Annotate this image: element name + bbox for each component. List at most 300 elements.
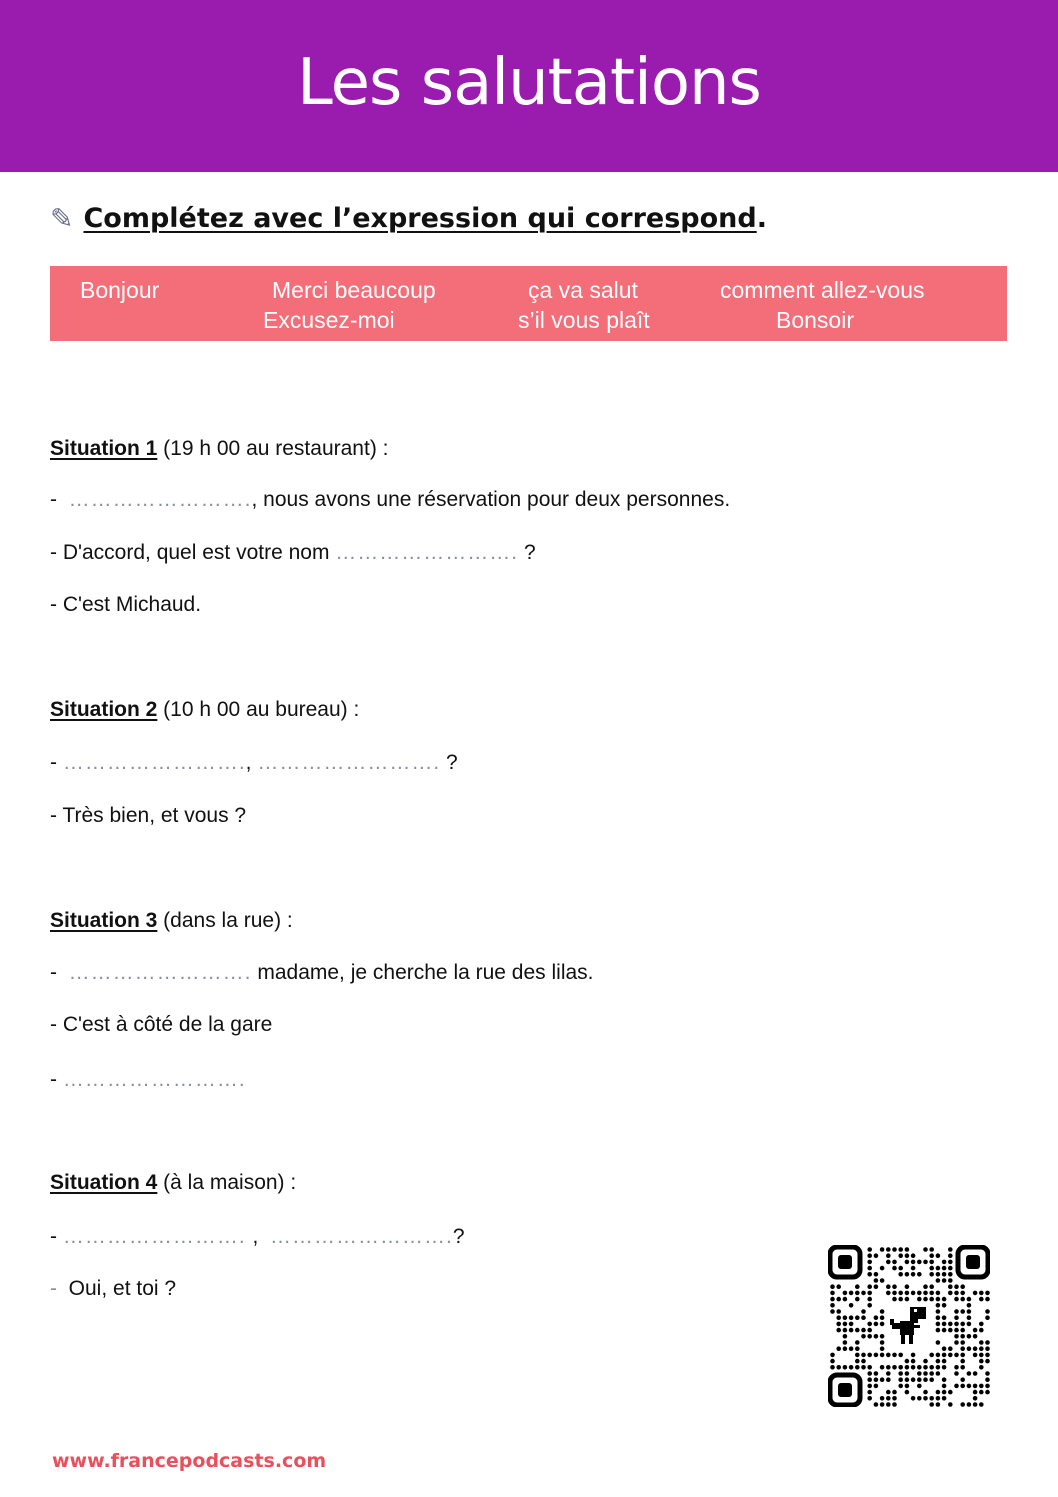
qr-module [886, 1365, 891, 1370]
qr-module [985, 1377, 990, 1382]
qr-module [905, 1247, 910, 1252]
qr-module [898, 1272, 903, 1277]
qr-module [979, 1322, 984, 1327]
blank-field[interactable]: ……………………. [270, 1225, 453, 1248]
qr-module [867, 1291, 872, 1296]
qr-module [874, 1315, 879, 1320]
qr-module [855, 1359, 860, 1364]
qr-module [929, 1353, 934, 1358]
qr-module [849, 1322, 854, 1327]
qr-module [905, 1260, 910, 1265]
qr-module [867, 1303, 872, 1308]
qr-module [855, 1284, 860, 1289]
situation-3-title [50, 909, 293, 933]
qr-module [954, 1340, 959, 1345]
qr-module [929, 1365, 934, 1370]
qr-module [911, 1359, 916, 1364]
qr-module [929, 1402, 934, 1407]
qr-module [855, 1353, 860, 1358]
qr-module [942, 1303, 947, 1308]
qr-module [898, 1365, 903, 1370]
qr-module [960, 1346, 965, 1351]
dialogue-line [50, 488, 730, 512]
qr-module [960, 1309, 965, 1314]
qr-module [880, 1309, 885, 1314]
qr-module [905, 1272, 910, 1277]
qr-module [979, 1390, 984, 1395]
dinosaur-icon [886, 1303, 932, 1349]
instruction [50, 198, 767, 238]
qr-module [973, 1402, 978, 1407]
qr-module [973, 1396, 978, 1401]
qr-code-icon[interactable] [828, 1245, 990, 1407]
blank-field[interactable]: ……………………. [257, 751, 441, 774]
qr-module [867, 1396, 872, 1401]
blank-field[interactable]: ……………………. [335, 541, 519, 564]
qr-module [960, 1384, 965, 1389]
qr-module [985, 1340, 990, 1345]
qr-module [967, 1384, 972, 1389]
qr-module [954, 1328, 959, 1333]
dialogue-line [50, 1013, 272, 1037]
instruction-period: . [756, 202, 767, 234]
qr-module [923, 1390, 928, 1395]
qr-module [880, 1353, 885, 1358]
qr-module [861, 1365, 866, 1370]
situation-1-title [50, 437, 388, 461]
qr-module [942, 1266, 947, 1271]
qr-module [911, 1253, 916, 1258]
qr-module [936, 1390, 941, 1395]
qr-module [917, 1260, 922, 1265]
qr-module [929, 1247, 934, 1252]
qr-module [929, 1272, 934, 1277]
qr-module [892, 1260, 897, 1265]
qr-module [942, 1390, 947, 1395]
qr-module [867, 1384, 872, 1389]
qr-module [898, 1371, 903, 1376]
qr-module [911, 1260, 916, 1265]
qr-module [843, 1291, 848, 1296]
qr-module [917, 1371, 922, 1376]
qr-module [942, 1315, 947, 1320]
qr-module [880, 1340, 885, 1345]
qr-module [973, 1353, 978, 1358]
qr-module [892, 1390, 897, 1395]
qr-module [880, 1365, 885, 1370]
situation-2-title [50, 698, 359, 722]
qr-module [942, 1359, 947, 1364]
line-prefix: - [50, 961, 69, 984]
qr-module [960, 1291, 965, 1296]
qr-module [948, 1253, 953, 1258]
qr-module [849, 1346, 854, 1351]
qr-module [942, 1377, 947, 1382]
qr-module [905, 1365, 910, 1370]
qr-module [867, 1247, 872, 1252]
qr-module [936, 1253, 941, 1258]
situation-context: (à la maison) : [157, 1171, 297, 1194]
qr-module [867, 1353, 872, 1358]
qr-module [973, 1390, 978, 1395]
qr-module [905, 1253, 910, 1258]
qr-module [985, 1309, 990, 1314]
qr-module [923, 1359, 928, 1364]
dialogue-line [50, 541, 536, 565]
qr-module [936, 1365, 941, 1370]
qr-module [843, 1365, 848, 1370]
qr-module [855, 1340, 860, 1345]
qr-module [985, 1384, 990, 1389]
qr-module [960, 1377, 965, 1382]
qr-module [880, 1266, 885, 1271]
qr-module [849, 1315, 854, 1320]
qr-module [973, 1346, 978, 1351]
qr-module [942, 1384, 947, 1389]
line-text: Oui, et toi ? [57, 1277, 177, 1300]
qr-module [867, 1284, 872, 1289]
qr-module [880, 1377, 885, 1382]
qr-module [948, 1266, 953, 1271]
qr-module [911, 1266, 916, 1271]
qr-module [917, 1396, 922, 1401]
page-title: Les salutations [297, 46, 761, 120]
qr-module [911, 1377, 916, 1382]
qr-module [849, 1303, 854, 1308]
word-bank-item: Bonsoir [776, 307, 854, 333]
qr-module [985, 1291, 990, 1296]
qr-module [886, 1247, 891, 1252]
qr-module [867, 1322, 872, 1327]
qr-module [849, 1328, 854, 1333]
qr-module [861, 1353, 866, 1358]
qr-module [923, 1377, 928, 1382]
qr-module [830, 1284, 835, 1289]
situation-label: Situation 3 [50, 909, 158, 932]
qr-module [886, 1291, 891, 1296]
line-prefix: - [50, 1225, 63, 1248]
qr-module [942, 1396, 947, 1401]
qr-module [960, 1297, 965, 1302]
line-dash: - [50, 1277, 57, 1300]
blank-field[interactable]: ……………………. [62, 751, 246, 774]
dialogue-line [50, 593, 201, 617]
qr-module [861, 1328, 866, 1333]
qr-module [855, 1365, 860, 1370]
qr-module [880, 1322, 885, 1327]
qr-module [874, 1334, 879, 1339]
page-header [0, 0, 1058, 172]
qr-module [929, 1377, 934, 1382]
situation-4-title [50, 1171, 296, 1195]
qr-module [836, 1315, 841, 1320]
qr-module [867, 1334, 872, 1339]
line-text: - Très bien, et vous ? [50, 804, 247, 827]
qr-module [948, 1353, 953, 1358]
line-text: ? [440, 751, 458, 774]
qr-module [948, 1346, 953, 1351]
qr-module [843, 1340, 848, 1345]
qr-module [954, 1322, 959, 1327]
qr-module [923, 1260, 928, 1265]
qr-module [892, 1402, 897, 1407]
qr-module [979, 1402, 984, 1407]
qr-module [954, 1297, 959, 1302]
qr-module [973, 1334, 978, 1339]
word-bank-item: Excusez-moi [263, 307, 395, 333]
qr-module [936, 1322, 941, 1327]
qr-module [874, 1384, 879, 1389]
qr-module [836, 1309, 841, 1314]
line-prefix: - [50, 1068, 63, 1091]
qr-module [905, 1284, 910, 1289]
qr-module [960, 1365, 965, 1370]
qr-module [954, 1291, 959, 1296]
word-bank-item: ça va salut [528, 277, 638, 303]
word-bank-item: comment allez-vous [720, 277, 925, 303]
qr-module [861, 1315, 866, 1320]
qr-module [985, 1359, 990, 1364]
qr-module [985, 1346, 990, 1351]
qr-module [954, 1353, 959, 1358]
qr-module [880, 1278, 885, 1283]
qr-module [979, 1346, 984, 1351]
qr-module [843, 1322, 848, 1327]
qr-module [936, 1266, 941, 1271]
dialogue-line [50, 961, 594, 985]
qr-module [836, 1365, 841, 1370]
qr-module [874, 1353, 879, 1358]
line-text: ? [518, 541, 536, 564]
qr-module [898, 1297, 903, 1302]
qr-module [960, 1359, 965, 1364]
situation-label: Situation 2 [50, 698, 158, 721]
qr-module [954, 1309, 959, 1314]
qr-module [867, 1371, 872, 1376]
qr-module [979, 1359, 984, 1364]
footer-website[interactable]: www.francepodcasts.com [52, 1450, 327, 1472]
qr-module [880, 1346, 885, 1351]
qr-module [892, 1297, 897, 1302]
qr-module [923, 1365, 928, 1370]
line-text: ? [452, 1225, 465, 1248]
qr-module [886, 1353, 891, 1358]
qr-module [861, 1291, 866, 1296]
qr-module [874, 1284, 879, 1289]
qr-module [843, 1346, 848, 1351]
qr-module [892, 1247, 897, 1252]
qr-module [836, 1328, 841, 1333]
qr-module [886, 1377, 891, 1382]
qr-module [973, 1371, 978, 1376]
qr-module [923, 1291, 928, 1296]
qr-module [880, 1402, 885, 1407]
qr-module [905, 1297, 910, 1302]
qr-module [973, 1291, 978, 1296]
qr-module [874, 1272, 879, 1277]
line-prefix: - [50, 488, 69, 511]
qr-module [905, 1359, 910, 1364]
qr-module [985, 1297, 990, 1302]
qr-module [905, 1384, 910, 1389]
qr-module [954, 1365, 959, 1370]
qr-module [886, 1390, 891, 1395]
instruction-text: Complétez avec l’expression qui correspond [83, 202, 757, 234]
qr-module [886, 1253, 891, 1258]
qr-module [967, 1315, 972, 1320]
qr-module [874, 1278, 879, 1283]
qr-module [979, 1291, 984, 1296]
qr-module [886, 1402, 891, 1407]
qr-module [936, 1278, 941, 1283]
qr-module [942, 1272, 947, 1277]
qr-module [923, 1284, 928, 1289]
blank-field[interactable]: ……………………. [68, 961, 252, 984]
dialogue-line [50, 804, 246, 828]
qr-module [886, 1284, 891, 1289]
qr-module [898, 1266, 903, 1271]
qr-module [830, 1353, 835, 1358]
qr-module [874, 1371, 879, 1376]
qr-module [954, 1284, 959, 1289]
qr-module [960, 1353, 965, 1358]
qr-module [836, 1297, 841, 1302]
qr-module [948, 1272, 953, 1277]
qr-module [886, 1260, 891, 1265]
qr-module [892, 1365, 897, 1370]
qr-module [979, 1353, 984, 1358]
qr-module [973, 1328, 978, 1333]
qr-module [929, 1260, 934, 1265]
qr-module [985, 1353, 990, 1358]
qr-module [967, 1297, 972, 1302]
qr-module [892, 1396, 897, 1401]
blank-field[interactable]: ……………………. [62, 1068, 246, 1091]
qr-module [960, 1402, 965, 1407]
qr-module [898, 1247, 903, 1252]
dialogue-line [50, 1068, 246, 1092]
situation-context: (dans la rue) : [157, 909, 293, 932]
qr-module [942, 1297, 947, 1302]
qr-module [929, 1284, 934, 1289]
qr-module [867, 1390, 872, 1395]
qr-module [936, 1315, 941, 1320]
qr-module [874, 1322, 879, 1327]
qr-module [923, 1297, 928, 1302]
qr-module [979, 1340, 984, 1345]
situation-label: Situation 4 [50, 1171, 158, 1194]
qr-module [960, 1340, 965, 1345]
qr-module [929, 1266, 934, 1271]
qr-module [867, 1365, 872, 1370]
qr-module [830, 1309, 835, 1314]
qr-module [898, 1384, 903, 1389]
qr-module [985, 1371, 990, 1376]
blank-field[interactable]: ……………………. [62, 1225, 253, 1248]
qr-module [855, 1328, 860, 1333]
pencil-icon: ✎ [50, 201, 74, 235]
qr-module [979, 1328, 984, 1333]
qr-module [985, 1315, 990, 1320]
dialogue-line [50, 1225, 465, 1249]
qr-module [880, 1247, 885, 1252]
qr-module [880, 1334, 885, 1339]
word-bank [50, 266, 1007, 341]
qr-module [954, 1315, 959, 1320]
qr-module [948, 1328, 953, 1333]
qr-module [936, 1402, 941, 1407]
qr-module [936, 1371, 941, 1376]
qr-module [967, 1402, 972, 1407]
qr-module [905, 1390, 910, 1395]
word-bank-item: s’il vous plaît [518, 307, 650, 333]
qr-module [911, 1353, 916, 1358]
qr-module [948, 1291, 953, 1296]
qr-module [892, 1266, 897, 1271]
blank-field[interactable]: ……………………. [68, 488, 252, 511]
qr-module [917, 1297, 922, 1302]
qr-module [830, 1303, 835, 1308]
word-bank-item: Bonjour [80, 277, 160, 303]
qr-module [911, 1365, 916, 1370]
qr-module [917, 1377, 922, 1382]
qr-module [936, 1396, 941, 1401]
situation-context: (10 h 00 au bureau) : [157, 698, 360, 721]
qr-module [979, 1365, 984, 1370]
qr-module [954, 1334, 959, 1339]
qr-module [967, 1371, 972, 1376]
qr-module [905, 1371, 910, 1376]
qr-module [905, 1291, 910, 1296]
qr-module [967, 1346, 972, 1351]
qr-module [886, 1371, 891, 1376]
qr-module [898, 1291, 903, 1296]
qr-module [867, 1260, 872, 1265]
qr-module [954, 1371, 959, 1376]
qr-module [843, 1328, 848, 1333]
qr-module [843, 1297, 848, 1302]
qr-module [985, 1390, 990, 1395]
qr-module [923, 1371, 928, 1376]
qr-module [836, 1322, 841, 1327]
qr-module [892, 1291, 897, 1296]
qr-module [929, 1371, 934, 1376]
qr-module [936, 1309, 941, 1314]
qr-module [942, 1353, 947, 1358]
qr-module [929, 1253, 934, 1258]
qr-module [960, 1284, 965, 1289]
qr-module [905, 1377, 910, 1382]
qr-module [948, 1278, 953, 1283]
qr-module [874, 1402, 879, 1407]
qr-module [861, 1309, 866, 1314]
line-prefix: - [50, 751, 63, 774]
line-text: - C'est Michaud. [50, 593, 202, 616]
line-text: - C'est à côté de la gare [50, 1013, 273, 1036]
situation-context: (19 h 00 au restaurant) : [157, 437, 389, 460]
qr-module [948, 1390, 953, 1395]
qr-module [867, 1253, 872, 1258]
qr-module [898, 1377, 903, 1382]
qr-module [855, 1297, 860, 1302]
qr-module [942, 1346, 947, 1351]
qr-module [960, 1328, 965, 1333]
qr-module [960, 1334, 965, 1339]
qr-module [917, 1272, 922, 1277]
qr-module [917, 1365, 922, 1370]
qr-module [923, 1247, 928, 1252]
qr-module [942, 1260, 947, 1265]
